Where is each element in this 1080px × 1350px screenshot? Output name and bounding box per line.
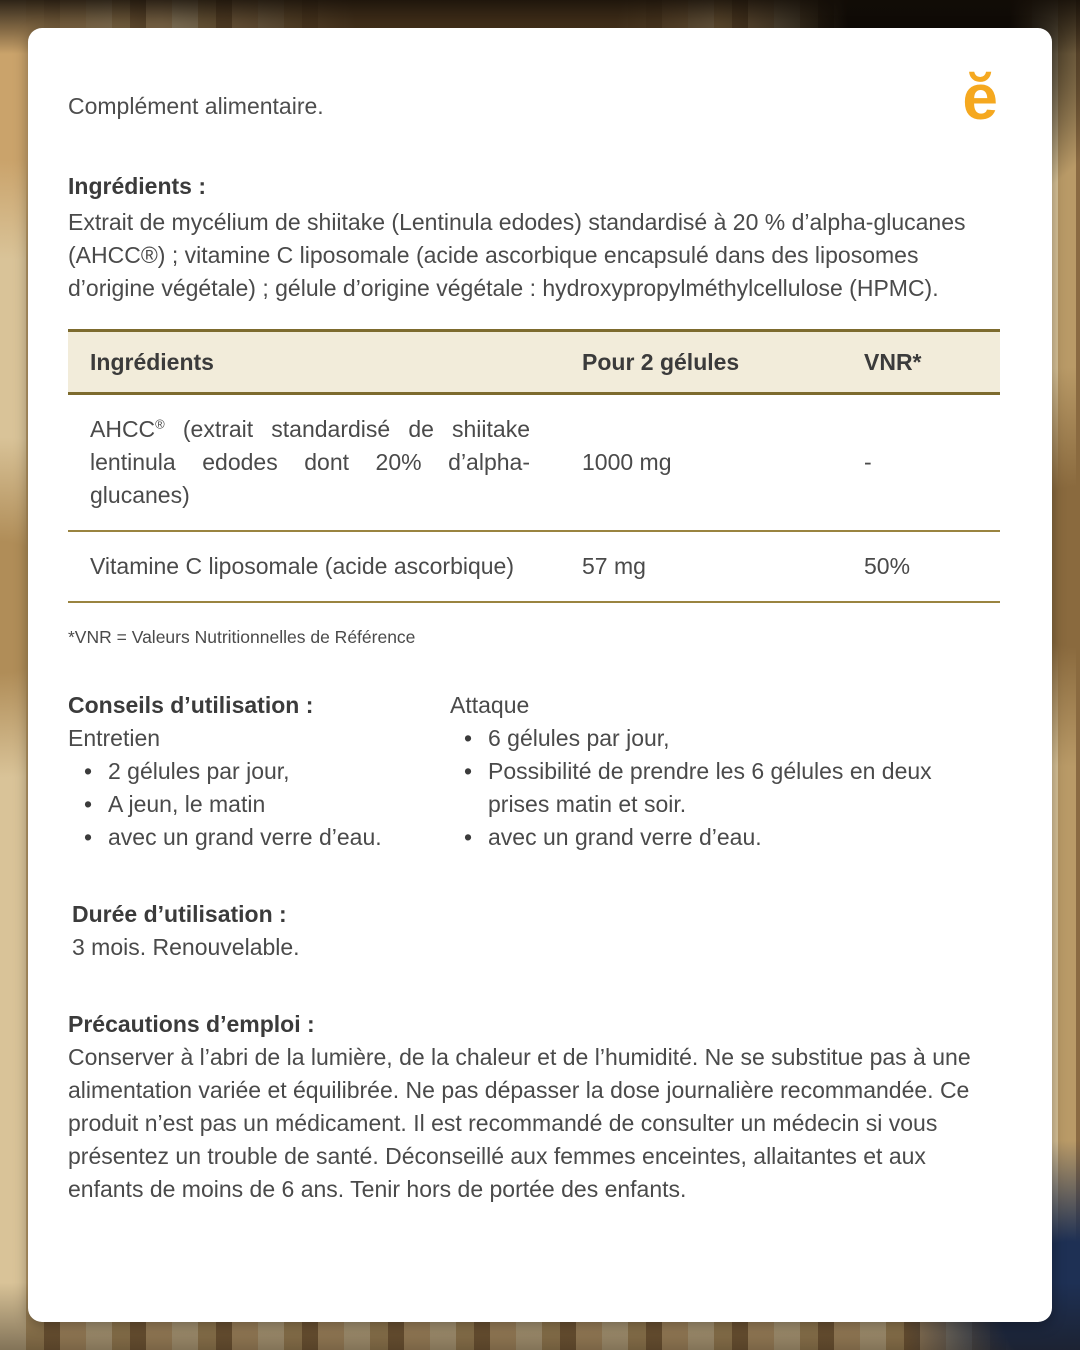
ingredient-name-vitamin-c: Vitamine C liposomale (acide ascorbique) bbox=[90, 553, 515, 579]
ingredient-name-ahcc: AHCC® (extrait standardisé de shiitake lentinula edodes dont 20% d’alpha-glucanes) bbox=[90, 416, 530, 508]
precautions-section bbox=[68, 1008, 1000, 1206]
precautions-heading: Précautions d’emploi : bbox=[68, 1011, 315, 1037]
brand-logo-icon: ĕ bbox=[962, 61, 998, 133]
maintenance-list bbox=[68, 755, 450, 854]
nutrition-table bbox=[68, 329, 1000, 603]
registered-mark: ® bbox=[155, 416, 165, 432]
usage-attack-column bbox=[450, 689, 1000, 854]
list-item: • 2 gélules par jour, bbox=[68, 755, 450, 788]
attack-label: Attaque bbox=[450, 692, 530, 718]
ingredients-heading: Ingrédients : bbox=[68, 173, 207, 199]
ingredients-paragraph: Extrait de mycélium de shiitake (Lentinula edodes) standardisé à 20 % d’alpha-glucanes (AHCC®) ; vitamine C liposomale (acide ascorbique encapsulé dans des liposomes d’origine végétale) ; gélule d’origine végétale : hydroxypropylméthylcellulose (HPMC). bbox=[68, 209, 966, 301]
list-item: • Possibilité de prendre les 6 gélules en deux prises matin et soir. bbox=[450, 755, 988, 821]
attack-list bbox=[450, 722, 1000, 854]
nutrition-table-header-row bbox=[68, 329, 1000, 395]
ingredient-vnr: 50% bbox=[864, 553, 911, 579]
usage-section bbox=[68, 689, 1000, 854]
duration-heading: Durée d’utilisation : bbox=[72, 901, 287, 927]
nutrition-table-body bbox=[68, 395, 1000, 603]
precautions-paragraph: Conserver à l’abri de la lumière, de la chaleur et de l’humidité. Ne se substitue pas à une alimentation variée et équilibrée. Ne pas dépasser la dose journalière recommandée. Ce produit n’est pas un médicament. Il est recommandé de consulter un médecin si vous présentez un trouble de santé. Déconseillé aux femmes enceintes, allaitantes et aux enfants de moins de 6 ans. Tenir hors de portée des enfants. bbox=[68, 1044, 971, 1202]
usage-maintenance-column bbox=[68, 689, 450, 854]
header-ingredients: Ingrédients bbox=[90, 348, 214, 375]
label-card bbox=[28, 28, 1052, 1322]
maintenance-label: Entretien bbox=[68, 725, 161, 751]
header-vnr: VNR* bbox=[864, 348, 922, 375]
table-row bbox=[68, 530, 1000, 601]
ingredients-section bbox=[68, 170, 1000, 305]
header-per-2-capsules: Pour 2 gélules bbox=[582, 348, 740, 375]
duration-body: 3 mois. Renouvelable. bbox=[72, 934, 300, 960]
ingredient-vnr: - bbox=[864, 449, 872, 475]
ingredient-amount: 57 mg bbox=[582, 553, 646, 579]
list-item: • avec un grand verre d’eau. bbox=[450, 821, 1000, 854]
list-item: • avec un grand verre d’eau. bbox=[68, 821, 450, 854]
list-item: • A jeun, le matin bbox=[68, 788, 450, 821]
supplement-type-text: Complément alimentaire. bbox=[68, 93, 324, 119]
usage-heading: Conseils d’utilisation : bbox=[68, 692, 314, 718]
duration-section bbox=[68, 898, 1000, 964]
table-row bbox=[68, 395, 1000, 530]
ingredient-amount: 1000 mg bbox=[582, 449, 672, 475]
card-header bbox=[68, 61, 1000, 133]
vnr-footnote: *VNR = Valeurs Nutritionnelles de Référence bbox=[68, 627, 416, 647]
list-item: • 6 gélules par jour, bbox=[450, 722, 1000, 755]
